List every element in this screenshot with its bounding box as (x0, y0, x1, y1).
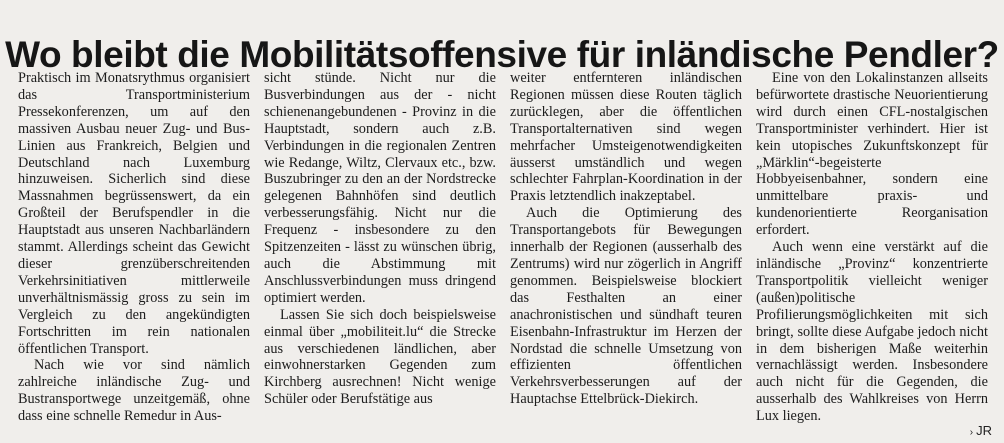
author-signature (970, 423, 992, 438)
paragraph: Nach wie vor sind nämlich zahlreiche inländische Zug- und Bustransportwege unzeitgemäß, ohne dass eine schnelle Remedur in Aus- (18, 357, 250, 425)
article-column-4 (756, 70, 988, 425)
paragraph: sicht stünde. Nicht nur die Busverbindungen aus der - nicht schienenangebundenen - Provinz in die Hauptstadt, sondern auch z.B. Verbindungen in die regionalen Zentren wie Redange, Wiltz, Clervaux etc., bzw. Buszubringer zu den an der Nordstrecke gelegenen Bahnhöfen sind deutlich verbesserungsfähig. Nicht nur die Frequenz - insbesondere zu den Spitzenzeiten - lässt zu wünschen übrig, auch die Abstimmung mit Anschlussverbindungen muss dringend optimiert werden. (264, 70, 496, 306)
signature-arrow-icon: › (969, 427, 974, 438)
article-column-1 (18, 70, 250, 425)
article-column-2 (264, 70, 496, 408)
paragraph: weiter entfernteren inländischen Regionen müssen diese Routen täglich zurücklegen, aber die öffentlichen Transportalternativen sind wegen mehrfacher Umsteigenotwendigkeiten äusserst umständlich und wegen schlechter Fahrplan-Koordination in der Praxis letztendlich inakzeptabel. (510, 70, 742, 205)
article-column-3 (510, 70, 742, 408)
paragraph: Auch die Optimierung des Transportangebots für Bewegungen innerhalb der Regionen (ausserhalb des Zentrums) wird nur zögerlich in Angriff genommen. Beispielsweise blockiert das Festhalten an einer anachronistischen und sündhaft teuren Eisenbahn-Infrastruktur im Herzen der Nordstad die schnelle Umsetzung von effizienten öffentlichen Verkehrsverbesserungen auf der Hauptachse Ettelbrück-Diekirch. (510, 205, 742, 408)
author-initials: JR (976, 423, 992, 438)
paragraph: Lassen Sie sich doch beispielsweise einmal über „mobiliteit.lu“ die Strecke aus verschiedenen ländlichen, aber einwohnerstarken Gegenden zum Kirchberg ausrechnen! Nicht wenige Schüler oder Berufstätige aus (264, 306, 496, 408)
paragraph: Auch wenn eine verstärkt auf die inländische „Provinz“ konzentrierte Transportpolitik vielleicht weniger (außen)politische Profilierungsmöglichkeiten mit sich bringt, sollte diese Aufgabe jedoch nicht in dem bisherigen Maße weiterhin vernachlässigt werden. Insbesondere auch nicht für die Gegenden, die ausserhalb des Wahlkreises von Herrn Lux liegen. (756, 239, 988, 425)
article-headline: Wo bleibt die Mobilitätsoffensive für inländische Pendler? (5, 33, 999, 75)
article-body (8, 70, 998, 440)
paragraph: Eine von den Lokalinstanzen allseits befürwortete drastische Neuorientierung wird durch einen CFL-nostalgischen Transportminister verhindert. Hier ist kein utopisches Zukunftskonzept für „Märklin“-begeisterte Hobbyeisenbahner, sondern eine unmittelbare praxis- und kundenorientierte Reorganisation erfordert. (756, 70, 988, 239)
paragraph: Praktisch im Monatsrythmus organisiert das Transportministerium Pressekonferenzen, um auf den massiven Ausbau neuer Zug- und Bus-Linien aus Frankreich, Belgien und Deutschland nach Luxemburg hinzuweisen. Sicherlich sind diese Massnahmen begrüssenswert, da ein Großteil der Berufspendler in die Hauptstadt aus unseren Nachbarländern stammt. Allerdings scheint das Gewicht dieser grenzüberschreitenden Verkehrsinitiativen mittlerweile unverhältnismässig gross zu sein im Vergleich zu den angekündigten Fortschritten im rein nationalen öffentlichen Transport. (18, 70, 250, 357)
